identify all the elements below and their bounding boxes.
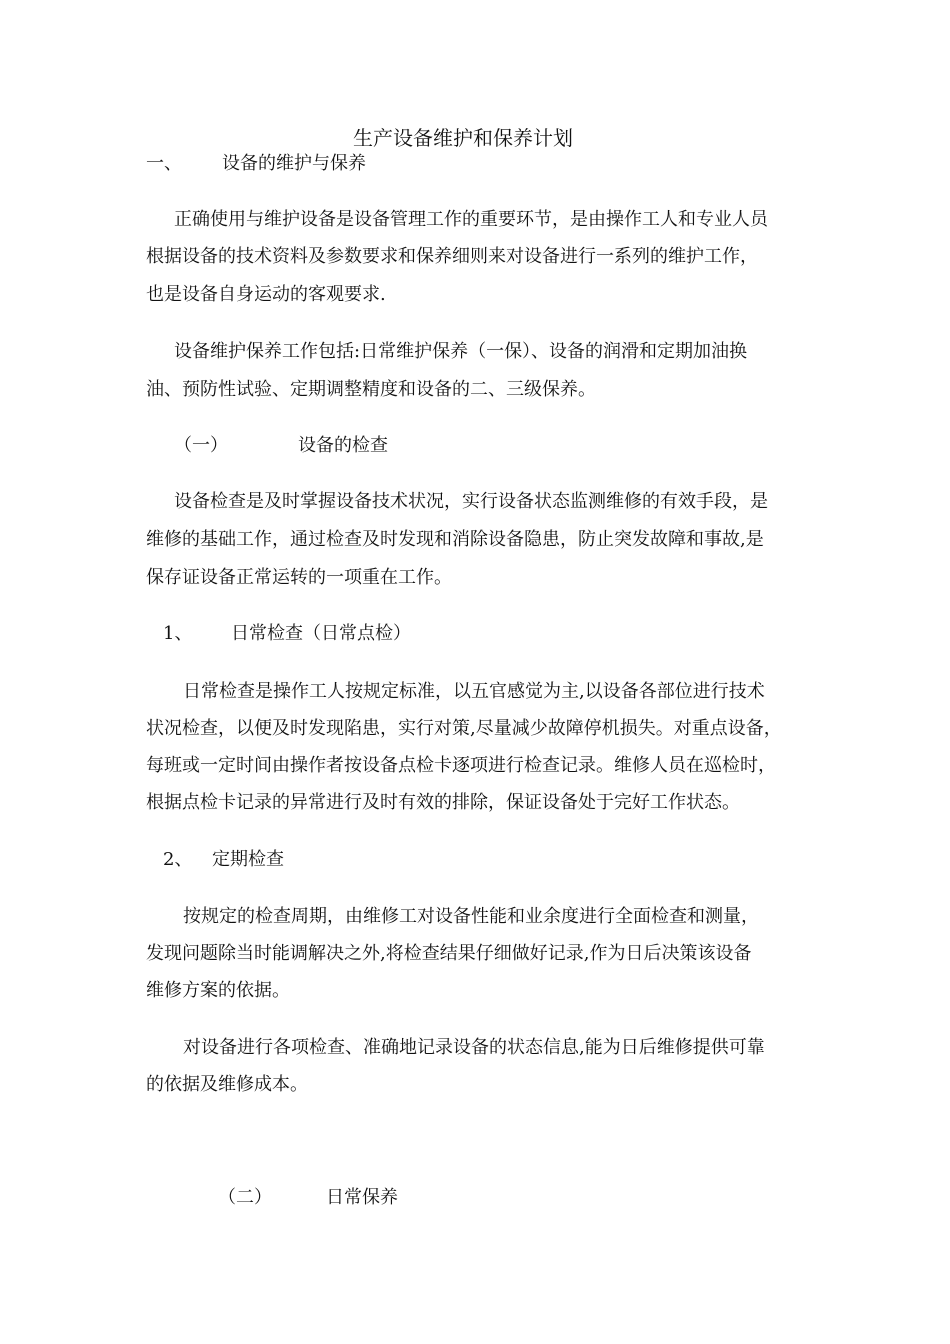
page-title: 生产设备维护和保养计划 <box>353 126 573 150</box>
section-number: 一、 <box>146 153 182 174</box>
paragraph-line: 根据点检卡记录的异常进行及时有效的排除，保证设备处于完好工作状态。 <box>146 792 740 813</box>
subsection-heading: 设备的检查 <box>298 435 388 456</box>
paragraph-line: 按规定的检查周期，由维修工对设备性能和业余度进行全面检查和测量， <box>183 906 759 927</box>
paragraph-line: 的依据及维修成本。 <box>146 1074 308 1095</box>
paragraph-line: 设备检查是及时掌握设备技术状况，实行设备状态监测维修的有效手段，是 <box>174 491 768 512</box>
paragraph-line: 根据设备的技术资料及参数要求和保养细则来对设备进行一系列的维护工作， <box>146 246 758 267</box>
paragraph-line: 每班或一定时间由操作者按设备点检卡逐项进行检查记录。维修人员在巡检时， <box>146 755 776 776</box>
paragraph-line: 保存证设备正常运转的一项重在工作。 <box>146 567 452 588</box>
subsection-heading: 日常保养 <box>326 1187 398 1208</box>
section-heading: 设备的维护与保养 <box>222 153 366 174</box>
paragraph-line: 设备维护保养工作包括:日常维护保养（一保）、设备的润滑和定期加油换 <box>174 341 748 362</box>
subsection-number: （二） <box>218 1187 272 1208</box>
paragraph-line: 日常检查是操作工人按规定标准，以五官感觉为主,以设备各部位进行技术 <box>183 681 765 702</box>
paragraph-line: 状况检查，以便及时发现陷患，实行对策,尽量减少故障停机损失。对重点设备， <box>146 718 782 739</box>
item-number: 2、 <box>163 849 193 870</box>
item-number: 1、 <box>163 623 193 644</box>
paragraph-line: 也是设备自身运动的客观要求. <box>146 284 386 305</box>
paragraph-line: 发现问题除当时能调解决之外,将检查结果仔细做好记录,作为日后决策该设备 <box>146 943 752 964</box>
paragraph-line: 维修的基础工作，通过检查及时发现和消除设备隐患，防止突发故障和事故,是 <box>146 529 764 550</box>
paragraph-line: 对设备进行各项检查、准确地记录设备的状态信息,能为日后维修提供可靠 <box>183 1037 765 1058</box>
item-heading: 日常检查（日常点检） <box>231 623 411 644</box>
paragraph-line: 正确使用与维护设备是设备管理工作的重要环节，是由操作工人和专业人员 <box>174 209 768 230</box>
paragraph-line: 维修方案的依据。 <box>146 980 290 1001</box>
subsection-number: （一） <box>174 435 228 456</box>
item-heading: 定期检查 <box>212 849 284 870</box>
paragraph-line: 油、预防性试验、定期调整精度和设备的二、三级保养。 <box>146 379 596 400</box>
